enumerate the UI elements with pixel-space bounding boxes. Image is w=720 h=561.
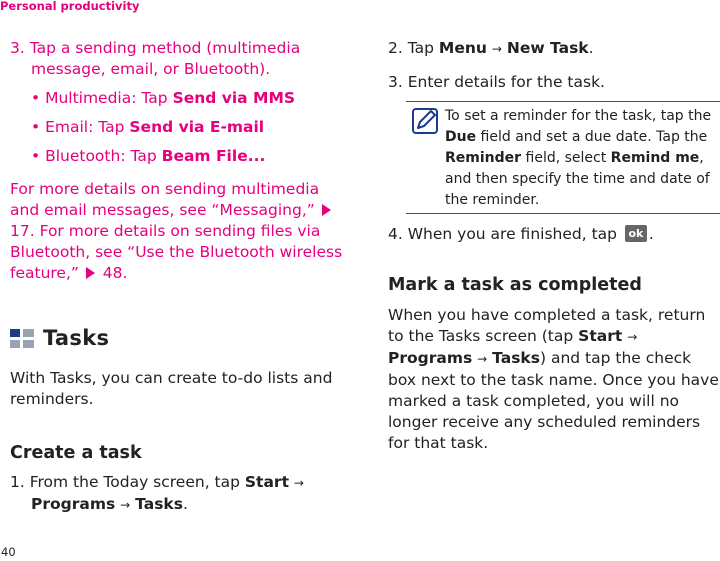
bullet-bluetooth: • Bluetooth: Tap Beam File... xyxy=(31,147,266,165)
step-3-enter-details: 3. Enter details for the task. xyxy=(388,73,605,91)
ok-button-icon: ok xyxy=(625,225,647,242)
step-2-new-task: 2. Tap Menu → New Task. xyxy=(388,39,594,57)
step-4-finish: 4. When you are finished, tap ok . xyxy=(388,225,654,243)
page-ref-arrow-icon xyxy=(86,267,95,279)
tasks-body xyxy=(10,368,350,516)
right-column-lower xyxy=(388,224,720,454)
bullet-multimedia: • Multimedia: Tap Send via MMS xyxy=(31,89,296,107)
mark-completed-heading: Mark a task as completed xyxy=(388,275,642,295)
section-icon xyxy=(10,327,34,349)
page-ref-arrow-icon xyxy=(322,204,331,216)
section-title-tasks: Tasks xyxy=(10,326,109,350)
step-3-sending-method: 3. Tap a sending method (multimedia message, email, or Bluetooth). xyxy=(10,39,301,78)
step-1-open-tasks: 1. From the Today screen, tap Start → Programs → Tasks. xyxy=(10,473,304,513)
left-column xyxy=(10,38,350,284)
more-details-paragraph: For more details on sending multimedia and email messages, see “Messaging,” 17. For more details on sending files via Bluetooth, see “Use the Bluetooth wireless feature,” 48. xyxy=(10,180,343,282)
page-number: 40 xyxy=(1,545,16,559)
tasks-intro: With Tasks, you can create to-do lists and reminders. xyxy=(10,369,333,408)
reminder-note xyxy=(406,101,720,214)
bullet-email: • Email: Tap Send via E-mail xyxy=(31,118,265,136)
mark-completed-paragraph: When you have completed a task, return to the Tasks screen (tap Start → Programs → Tasks) and tap the check box next to the task name. Once you have marked a task completed, you will no longer receive any scheduled reminders for that task. xyxy=(388,306,719,452)
right-column xyxy=(388,38,720,93)
create-task-heading: Create a task xyxy=(10,443,142,463)
running-header: Personal productivity xyxy=(0,0,140,13)
note-text: To set a reminder for the task, tap the Due field and set a due date. Tap the Reminder field, select Remind me, and then specify the time and date of the reminder. xyxy=(445,108,712,208)
note-pencil-icon xyxy=(412,108,438,134)
